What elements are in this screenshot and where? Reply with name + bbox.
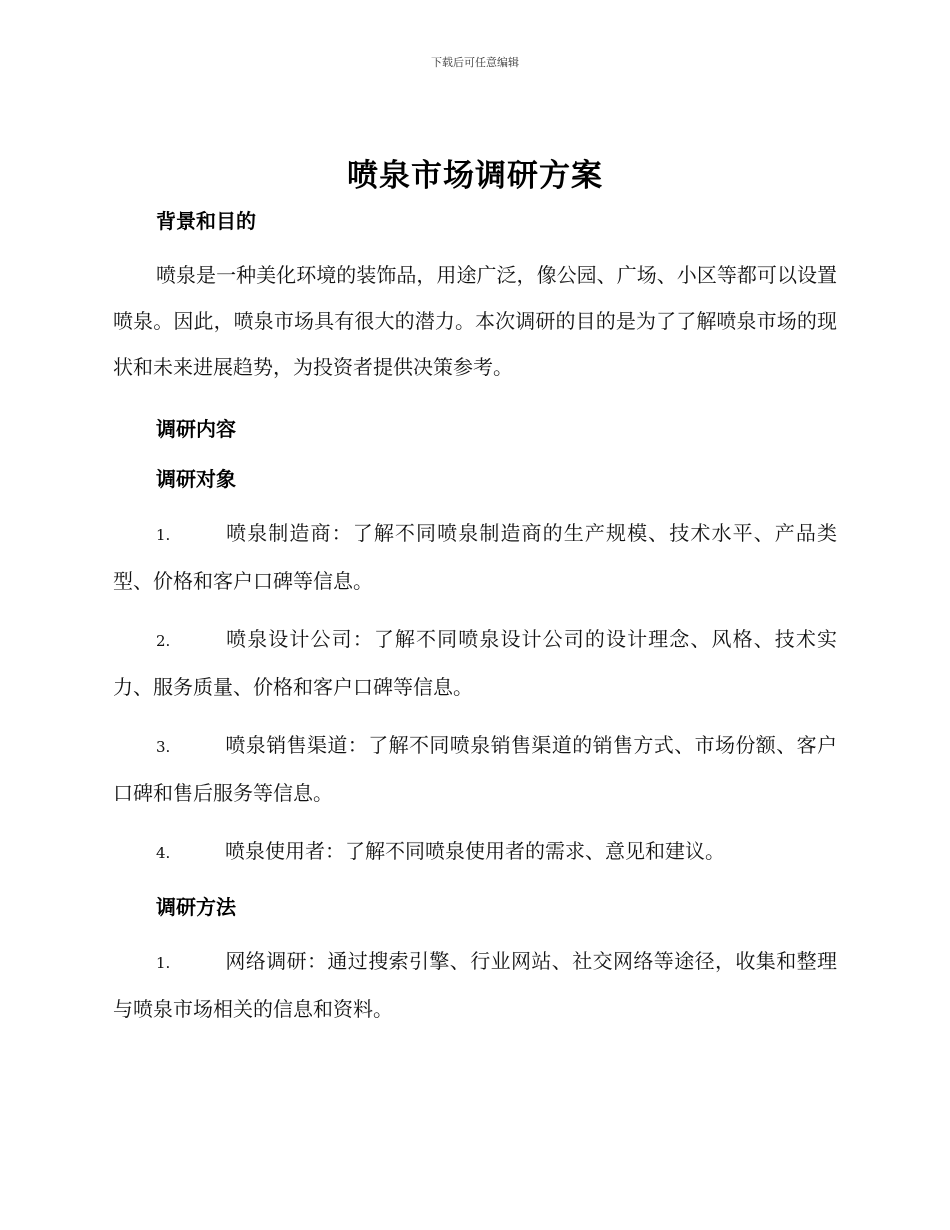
list-item-number: 2. — [156, 632, 171, 650]
list-item-number: 1. — [156, 526, 171, 544]
list-item-text: 喷泉销售渠道：了解不同喷泉销售渠道的销售方式、市场份额、客户口碑和售后服务等信息。 — [113, 733, 837, 805]
list-item — [113, 616, 837, 710]
header-note: 下载后可任意编辑 — [431, 56, 519, 69]
list-item-number: 1. — [156, 954, 171, 972]
targets-list — [113, 510, 837, 876]
list-item — [113, 510, 837, 604]
section-heading-methods: 调研方法 — [156, 895, 236, 919]
section-heading-content: 调研内容 — [156, 417, 236, 441]
list-item-number: 3. — [156, 738, 171, 756]
list-item-number: 4. — [156, 844, 171, 862]
methods-list — [113, 938, 837, 1032]
list-item — [113, 722, 837, 816]
section-heading-background: 背景和目的 — [156, 209, 256, 233]
document-title: 喷泉市场调研方案 — [347, 158, 603, 194]
list-item-text: 喷泉使用者：了解不同喷泉使用者的需求、意见和建议。 — [225, 839, 725, 863]
list-item-text: 网络调研：通过搜索引擎、行业网站、社交网络等途径，收集和整理与喷泉市场相关的信息和资料。 — [113, 949, 837, 1021]
background-paragraph: 喷泉是一种美化环境的装饰品，用途广泛，像公园、广场、小区等都可以设置喷泉。因此，喷泉市场具有很大的潜力。本次调研的目的是为了了解喷泉市场的现状和未来进展趋势，为投资者提供决策参考。 — [113, 263, 837, 379]
list-item — [113, 938, 837, 1032]
list-item — [113, 828, 837, 876]
list-item-text: 喷泉制造商：了解不同喷泉制造商的生产规模、技术水平、产品类型、价格和客户口碑等信息。 — [113, 521, 837, 593]
section-heading-targets: 调研对象 — [156, 467, 236, 491]
list-item-text: 喷泉设计公司：了解不同喷泉设计公司的设计理念、风格、技术实力、服务质量、价格和客户口碑等信息。 — [113, 627, 837, 699]
document-body — [113, 202, 837, 1032]
